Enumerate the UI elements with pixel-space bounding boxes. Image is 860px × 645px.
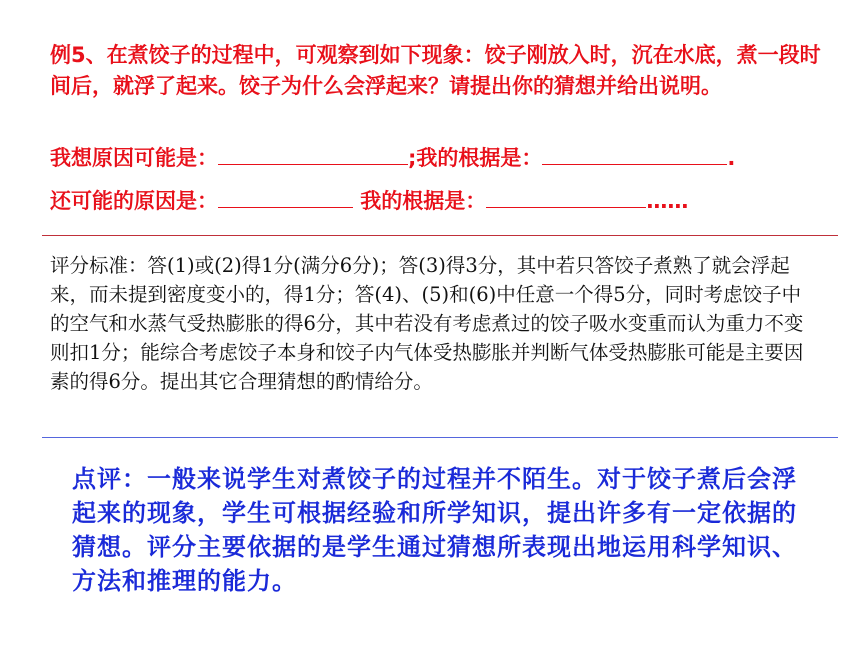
answer-blank-4[interactable] xyxy=(486,189,646,208)
answer-line-1-prefix: 我想原因可能是： xyxy=(50,146,218,170)
answer-line-1 xyxy=(50,145,735,171)
scoring-criteria: 评分标准：答(1)或(2)得1分(满分6分)；答(3)得3分，其中若只答饺子煮熟了就会浮起来，而未提到密度变小的，得1分；答(4)、(5)和(6)中任意一个得5分，同时考虑饺子中的空气和水蒸气受热膨胀的得6分，其中若没有考虑煮过的饺子吸水变重而认为重力不变则扣1分；能综合考虑饺子本身和饺子内气体受热膨胀并判断气体受热膨胀可能是主要因素的得6分。提出其它合理猜想的酌情给分。 xyxy=(50,254,804,393)
answer-line-2-end: …… xyxy=(646,189,689,213)
answer-line-1-separator: ;我的根据是： xyxy=(408,146,543,170)
answer-line-1-end: . xyxy=(727,146,736,170)
teacher-comment: 点评：一般来说学生对煮饺子的过程并不陌生。对于饺子煮后会浮起来的现象，学生可根据经验和所学知识，提出许多有一定依据的猜想。评分主要依据的是学生通过猜想所表现出地运用科学知识、方法和推理的能力。 xyxy=(72,465,797,595)
answer-blank-1[interactable] xyxy=(218,146,408,165)
divider-red xyxy=(42,235,838,236)
answer-line-2-prefix: 还可能的原因是： xyxy=(50,189,218,213)
question-text: 例5、在煮饺子的过程中，可观察到如下现象：饺子刚放入时，沉在水底，煮一段时间后，就浮了起来。饺子为什么会浮起来？请提出你的猜想并给出说明。 xyxy=(50,43,821,98)
answer-blank-3[interactable] xyxy=(218,189,353,208)
answer-line-2-separator: 我的根据是： xyxy=(353,189,487,213)
divider-blue xyxy=(42,437,838,438)
answer-blank-2[interactable] xyxy=(542,146,727,165)
answer-line-2 xyxy=(50,188,688,214)
